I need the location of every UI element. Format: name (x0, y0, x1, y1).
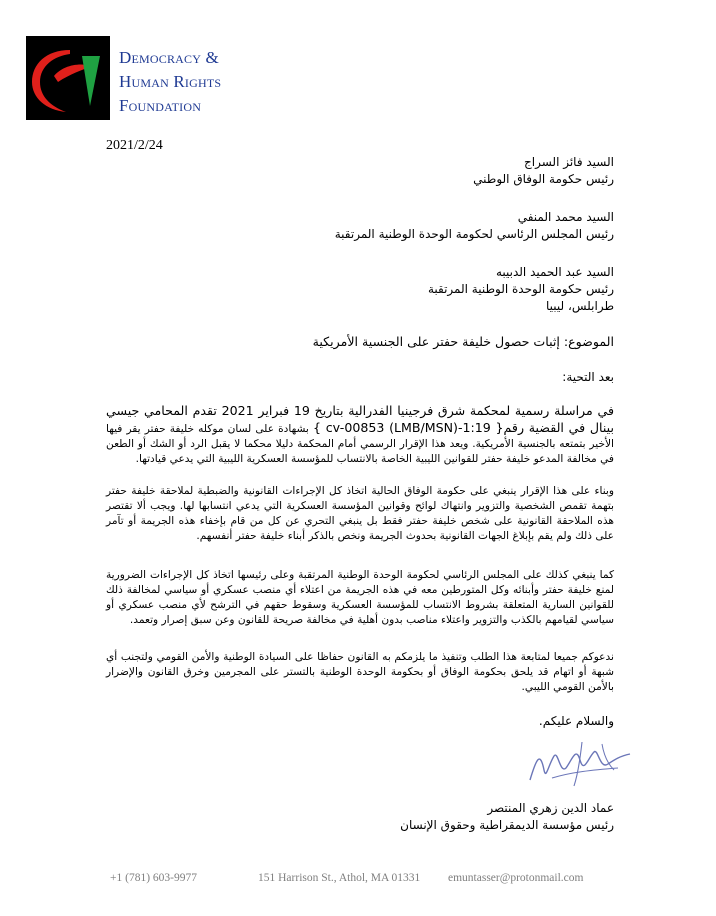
letter-closing: والسلام عليكم. (538, 714, 614, 728)
footer-phone: +1 (781) 603-9977 (110, 872, 197, 884)
letter-greeting: بعد التحية: (562, 370, 614, 384)
paragraph-2: وبناء على هذا الإقرار ينبغي على حكومة الوفاق الحالية اتخاذ كل الإجراءات القانونية والضبطية لملاحقة خليفة حفتر بتهمة تقمص الشخصية والتزوير وانتهاك لوائح وقوانين المؤسسة العسكرية التي يدعي انتسابها لها. ويجب ألا تقتصر هذه الملاحقة القانونية على شخص خليفة حفتر فقط بل ينبغي التحري عن كل من قام بإخفاء هذه الجريمة أو تآمر على ذلك ولم يقم بإبلاغ الجهات القانونية بحدوث الجريمة ونخص بالذكر أبناء خليفة حفتر أنفسهم. (106, 485, 614, 542)
footer-address: 151 Harrison St., Athol, MA 01331 (258, 872, 421, 884)
logo-emblem-icon (26, 36, 110, 120)
recipient-3 (428, 264, 614, 315)
signer-name: عماد الدين زهري المنتصر (487, 801, 614, 815)
paragraph-4: ندعوكم جميعا لمتابعة هذا الطلب وتنفيذ ما يلزمكم به القانون حفاظا على السيادة الوطنية والأمن القومي ولتجنب أي شبهة أو اتهام قد يلحق بحكومة الوفاق أو بحكومة الوحدة الوطنية بالتستر على المجرمين وخرق القانون والإضرار بالأمن القومي الليبي. (106, 651, 614, 693)
letter-date: 2021/2/24 (106, 138, 163, 153)
recipient-2-title: رئيس المجلس الرئاسي لحكومة الوحدة الوطنية المرتقبة (334, 227, 614, 241)
org-name-line3: Foundation (119, 96, 202, 115)
foundation-logo (26, 36, 110, 120)
org-name-line1: Democracy & (119, 48, 219, 67)
paragraph-3: كما ينبغي كذلك على المجلس الرئاسي لحكومة الوحدة الوطنية المرتقبة وعلى رئيسها اتخاذ كل الإجراءات الضرورية لمنع خليفة حفتر وأبنائه وكل المتورطين معه في هذه الجريمة من اعتلاء أي منصب عسكري أو سياسي لمخالفة ذلك للقوانين السارية المتعلقة بشروط الانتساب للمؤسسة العسكرية وسقوط حقهم في الترشح لأي منصب عسكري أو سياسي لقيامهم بالكذب والتزوير واعتلاء مناصب بدون أهلية في مخالفة صريحة للقانون وعن سبق إصرار وتعمد. (106, 569, 614, 626)
recipient-3-name: السيد عبد الحميد الدبيبه (495, 265, 614, 279)
paragraph-1-rest: بشهادة على لسان موكله خليفة حفتر يقر فيها الأخير بتمتعه بالجنسية الأمريكية. ويعد هذا الإقرار الرسمي أمام المحكمة دليلا محكما لا يقبل الرد أو الشك أو الطعن في مخالفة المدعو خليفة حفتر للقوانين الليبية الخاصة بالانتساب للمؤسسة العسكرية الليبية التي يدعي قيادتها. (106, 423, 614, 465)
recipient-2-name: السيد محمد المنفي (517, 210, 614, 224)
signer-title: رئيس مؤسسة الديمقراطية وحقوق الإنسان (400, 818, 614, 832)
paragraph-1-lead: في مراسلة رسمية لمحكمة شرق فرجينيا الفدرالية بتاريخ 19 فبراير 2021 تقدم المحامي جيسي بينال في القضية رقم{ 1:19-cv-00853 (LMB/MSN) } (106, 403, 614, 435)
organization-name (119, 46, 221, 118)
paragraph-1 (106, 403, 614, 467)
recipient-1-title: رئيس حكومة الوفاق الوطني (473, 172, 614, 186)
recipient-3-title: رئيس حكومة الوحدة الوطنية المرتقبة (427, 282, 614, 296)
signature-icon (522, 730, 642, 800)
recipient-1 (473, 154, 614, 188)
recipient-1-name: السيد فائز السراج (524, 155, 614, 169)
handwritten-signature (522, 730, 642, 800)
signer-block (400, 800, 614, 834)
letter-subject: الموضوع: إثبات حصول خليفة حفتر على الجنسية الأمريكية (312, 334, 614, 349)
org-name-line2: Human Rights (119, 72, 222, 91)
footer-email: emuntasser@protonmail.com (448, 872, 584, 884)
recipient-2 (335, 209, 614, 243)
recipient-3-location: طرابلس، ليبيا (546, 299, 614, 313)
